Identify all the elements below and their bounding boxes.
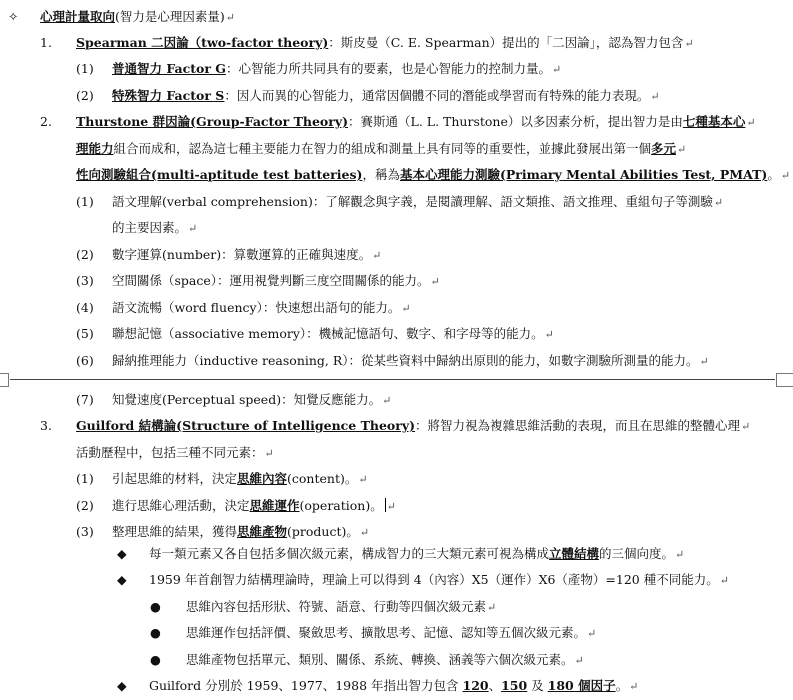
line-text: [112, 56, 561, 83]
text-run: ：因人而異的心智能力，通常因個體不同的潛能或學習而有特殊的能力表現。: [224, 88, 650, 103]
paragraph-mark: ↵: [677, 143, 687, 156]
list-marker: (1): [76, 471, 94, 486]
list-marker: 2.: [40, 114, 52, 129]
line-text: [76, 413, 750, 440]
list-marker: (3): [76, 524, 94, 539]
text-run: (operation)。: [299, 498, 383, 513]
paragraph-mark: ↵: [264, 447, 274, 460]
list-marker: 1.: [40, 35, 52, 50]
text-run: 空間關係（space）：運用視覺判斷三度空間關係的能力。: [112, 273, 430, 288]
list-marker: (1): [76, 61, 94, 76]
text-cursor: [385, 498, 386, 512]
text-run: Guilford 分別於 1959、1977、1988 年指出智力包含: [149, 678, 463, 693]
line-text: [149, 567, 729, 594]
line-text: [76, 30, 694, 57]
text-run: 及: [527, 678, 548, 693]
text-run: (product)。: [287, 524, 359, 539]
line-text: [149, 541, 684, 568]
text-run: 數字運算(number)：算數運算的正確與速度。: [112, 247, 372, 262]
text-line[interactable]: [0, 567, 793, 593]
text-run: ：斯皮曼（C. E. Spearman）提出的「二因論」，認為智力包含: [328, 35, 684, 50]
text-run: 語文流暢（word fluency）：快速想出語句的能力。: [112, 300, 401, 315]
emphasized-text: 心理計量取向: [40, 9, 116, 24]
line-text: [76, 109, 756, 136]
paragraph-mark: ↵: [552, 63, 562, 76]
paragraph-mark: ↵: [675, 548, 685, 561]
text-run: 思維內容包括形狀、符號、語意、行動等四個次級元素: [186, 599, 487, 614]
emphasized-text: 150: [501, 678, 528, 693]
text-run: 的三個向度。: [599, 546, 675, 561]
text-line[interactable]: [0, 268, 793, 294]
text-line[interactable]: [0, 440, 793, 466]
text-line[interactable]: [0, 348, 793, 374]
list-marker: (2): [76, 88, 94, 103]
page-corner-left: [0, 373, 9, 387]
emphasized-text: Thurstone 群因論(Group-Factor Theory): [76, 114, 349, 129]
list-marker: (6): [76, 353, 94, 368]
paragraph-mark: ↵: [372, 249, 382, 262]
line-text: [112, 295, 411, 322]
text-run: 每一類元素又各自包括多個次級元素，構成智力的三大類元素可視為構成: [149, 546, 550, 561]
list-marker: (3): [76, 273, 94, 288]
page-break: [0, 377, 793, 383]
paragraph-mark: ↵: [358, 473, 368, 486]
paragraph-mark: ↵: [741, 420, 751, 433]
emphasized-text: 性向測驗組合(multi-aptitude test batteries): [76, 167, 363, 182]
text-run: 進行思維心理活動，決定: [112, 498, 250, 513]
list-marker: ◆: [117, 678, 127, 693]
list-marker: (2): [76, 247, 94, 262]
emphasized-text: 思維產物: [237, 524, 288, 539]
emphasized-text: Guilford 結構論(Structure of Intelligence Theory): [76, 418, 416, 433]
text-run: ：心智能力所共同具有的要素，也是心智能力的控制力量。: [225, 61, 551, 76]
paragraph-mark: ↵: [650, 90, 660, 103]
emphasized-text: 七種基本心: [682, 114, 746, 129]
line-text: [112, 348, 709, 375]
emphasized-text: Spearman 二因論（two-factor theory): [76, 35, 329, 50]
emphasized-text: 特殊智力 Factor S: [112, 88, 225, 103]
text-run: 歸納推理能力（inductive reasoning, R）：從某些資料中歸納出原則的能力，如數字測驗所測量的能力。: [112, 353, 699, 368]
line-text: [112, 466, 368, 493]
line-text: [112, 268, 440, 295]
list-marker: (5): [76, 326, 94, 341]
text-run: 的主要因素。: [112, 220, 188, 235]
list-marker: ●: [150, 652, 161, 667]
emphasized-text: 基本心理能力測驗(Primary Mental Abilities Test, PMAT): [399, 167, 768, 182]
paragraph-mark: ↵: [780, 169, 791, 182]
emphasized-text: 120: [462, 678, 489, 693]
text-line[interactable]: [0, 295, 793, 321]
line-text: [112, 83, 660, 110]
line-text: [76, 440, 274, 467]
text-line[interactable]: [0, 620, 793, 646]
line-text: [112, 242, 381, 269]
text-line[interactable]: [0, 594, 793, 620]
text-run: 思維運作包括評價、聚斂思考、擴散思考、記憶、認知等五個次級元素。: [186, 625, 587, 640]
text-run: 活動歷程中，包括三種不同元素：: [76, 445, 264, 460]
text-run: 1959 年首創智力結構理論時，理論上可以得到 4（內容）X5（運作）X6（產物）=120 種不同能力。: [149, 572, 719, 587]
paragraph-mark: ↵: [746, 116, 756, 129]
line-text: [76, 136, 686, 163]
text-line[interactable]: [0, 30, 793, 56]
emphasized-text: 多元: [651, 141, 677, 156]
text-line[interactable]: [0, 109, 793, 135]
text-line[interactable]: [0, 466, 793, 492]
list-marker: ●: [150, 599, 161, 614]
line-text: [112, 387, 391, 414]
paragraph-mark: ↵: [587, 627, 597, 640]
text-run: 、: [488, 678, 502, 693]
list-marker: (4): [76, 300, 94, 315]
list-marker: ◆: [117, 572, 127, 587]
text-run: 整理思維的結果，獲得: [112, 524, 238, 539]
text-run: 知覺速度(Perceptual speed)：知覺反應能力。: [112, 392, 382, 407]
paragraph-mark: ↵: [713, 196, 724, 209]
line-text: [112, 215, 197, 242]
page-corner-right: [776, 373, 793, 387]
paragraph-mark: ↵: [225, 11, 235, 24]
text-run: 引起思維的材料，決定: [112, 471, 238, 486]
line-text: [186, 594, 496, 621]
text-run: (content)。: [287, 471, 358, 486]
line-text: [112, 189, 723, 216]
list-marker: (1): [76, 194, 94, 209]
text-run: 語文理解(verbal comprehension)：了解觀念與字義，是閱讀理解、語文類推、語文推理、重組句子等測驗: [112, 194, 713, 209]
paragraph-mark: ↵: [386, 500, 396, 513]
list-marker: ◆: [117, 546, 127, 561]
emphasized-text: 立體結構: [549, 546, 600, 561]
line-text: [112, 493, 396, 520]
text-run: (智力是心理因素量): [115, 9, 225, 24]
line-text: [149, 673, 638, 700]
paragraph-mark: ↵: [719, 574, 729, 587]
paragraph-mark: ↵: [629, 680, 639, 693]
text-line[interactable]: [0, 321, 793, 347]
emphasized-text: 思維內容: [237, 471, 288, 486]
text-line[interactable]: [0, 56, 793, 82]
line-text: [186, 620, 596, 647]
paragraph-mark: ↵: [382, 394, 392, 407]
paragraph-mark: ↵: [487, 601, 497, 614]
text-line[interactable]: [0, 83, 793, 109]
text-line[interactable]: [0, 189, 793, 215]
paragraph-mark: ↵: [188, 222, 198, 235]
text-run: 。: [767, 167, 780, 182]
text-run: 聯想記憶（associative memory）：機械記憶語句、數字、和字母等的能力。: [112, 326, 544, 341]
emphasized-text: 180 個因子: [547, 678, 616, 693]
paragraph-mark: ↵: [430, 275, 440, 288]
paragraph-mark: ↵: [699, 355, 709, 368]
text-line[interactable]: [0, 136, 793, 162]
text-run: ，稱為: [362, 167, 400, 182]
line-text: [186, 647, 584, 674]
text-line[interactable]: [0, 541, 793, 567]
text-line[interactable]: [0, 673, 793, 699]
line-text: [76, 162, 790, 189]
list-marker: ✧: [8, 9, 19, 24]
list-marker: (7): [76, 392, 94, 407]
line-text: [112, 321, 554, 348]
text-line[interactable]: [0, 242, 793, 268]
emphasized-text: 理能力: [76, 141, 114, 156]
paragraph-mark: ↵: [544, 328, 554, 341]
text-run: 。: [615, 678, 629, 693]
text-line[interactable]: [0, 413, 793, 439]
page-break-rule: [10, 379, 775, 380]
emphasized-text: 思維運作: [249, 498, 300, 513]
text-run: ：將智力視為複雜思維活動的表現，而且在思維的整體心理: [415, 418, 741, 433]
text-line[interactable]: [0, 647, 793, 673]
paragraph-mark: ↵: [684, 37, 694, 50]
list-marker: 3.: [40, 418, 52, 433]
emphasized-text: 普通智力 Factor G: [112, 61, 226, 76]
text-line[interactable]: [0, 493, 793, 519]
text-line[interactable]: [0, 4, 793, 30]
line-text: [40, 4, 235, 31]
text-line[interactable]: [0, 162, 793, 188]
text-run: 組合而成和，認為這七種主要能力在智力的組成和測量上具有同等的重要性，並據此發展出第一個: [113, 141, 652, 156]
paragraph-mark: ↵: [359, 526, 370, 539]
text-line[interactable]: [0, 387, 793, 413]
text-line[interactable]: [0, 215, 793, 241]
text-run: ：賽斯通（L. L. Thurstone）以多因素分析，提出智力是由: [348, 114, 683, 129]
list-marker: ●: [150, 625, 161, 640]
text-run: 思維產物包括單元、類別、關係、系統、轉換、涵義等六個次級元素。: [186, 652, 574, 667]
list-marker: (2): [76, 498, 94, 513]
paragraph-mark: ↵: [401, 302, 411, 315]
paragraph-mark: ↵: [574, 654, 584, 667]
